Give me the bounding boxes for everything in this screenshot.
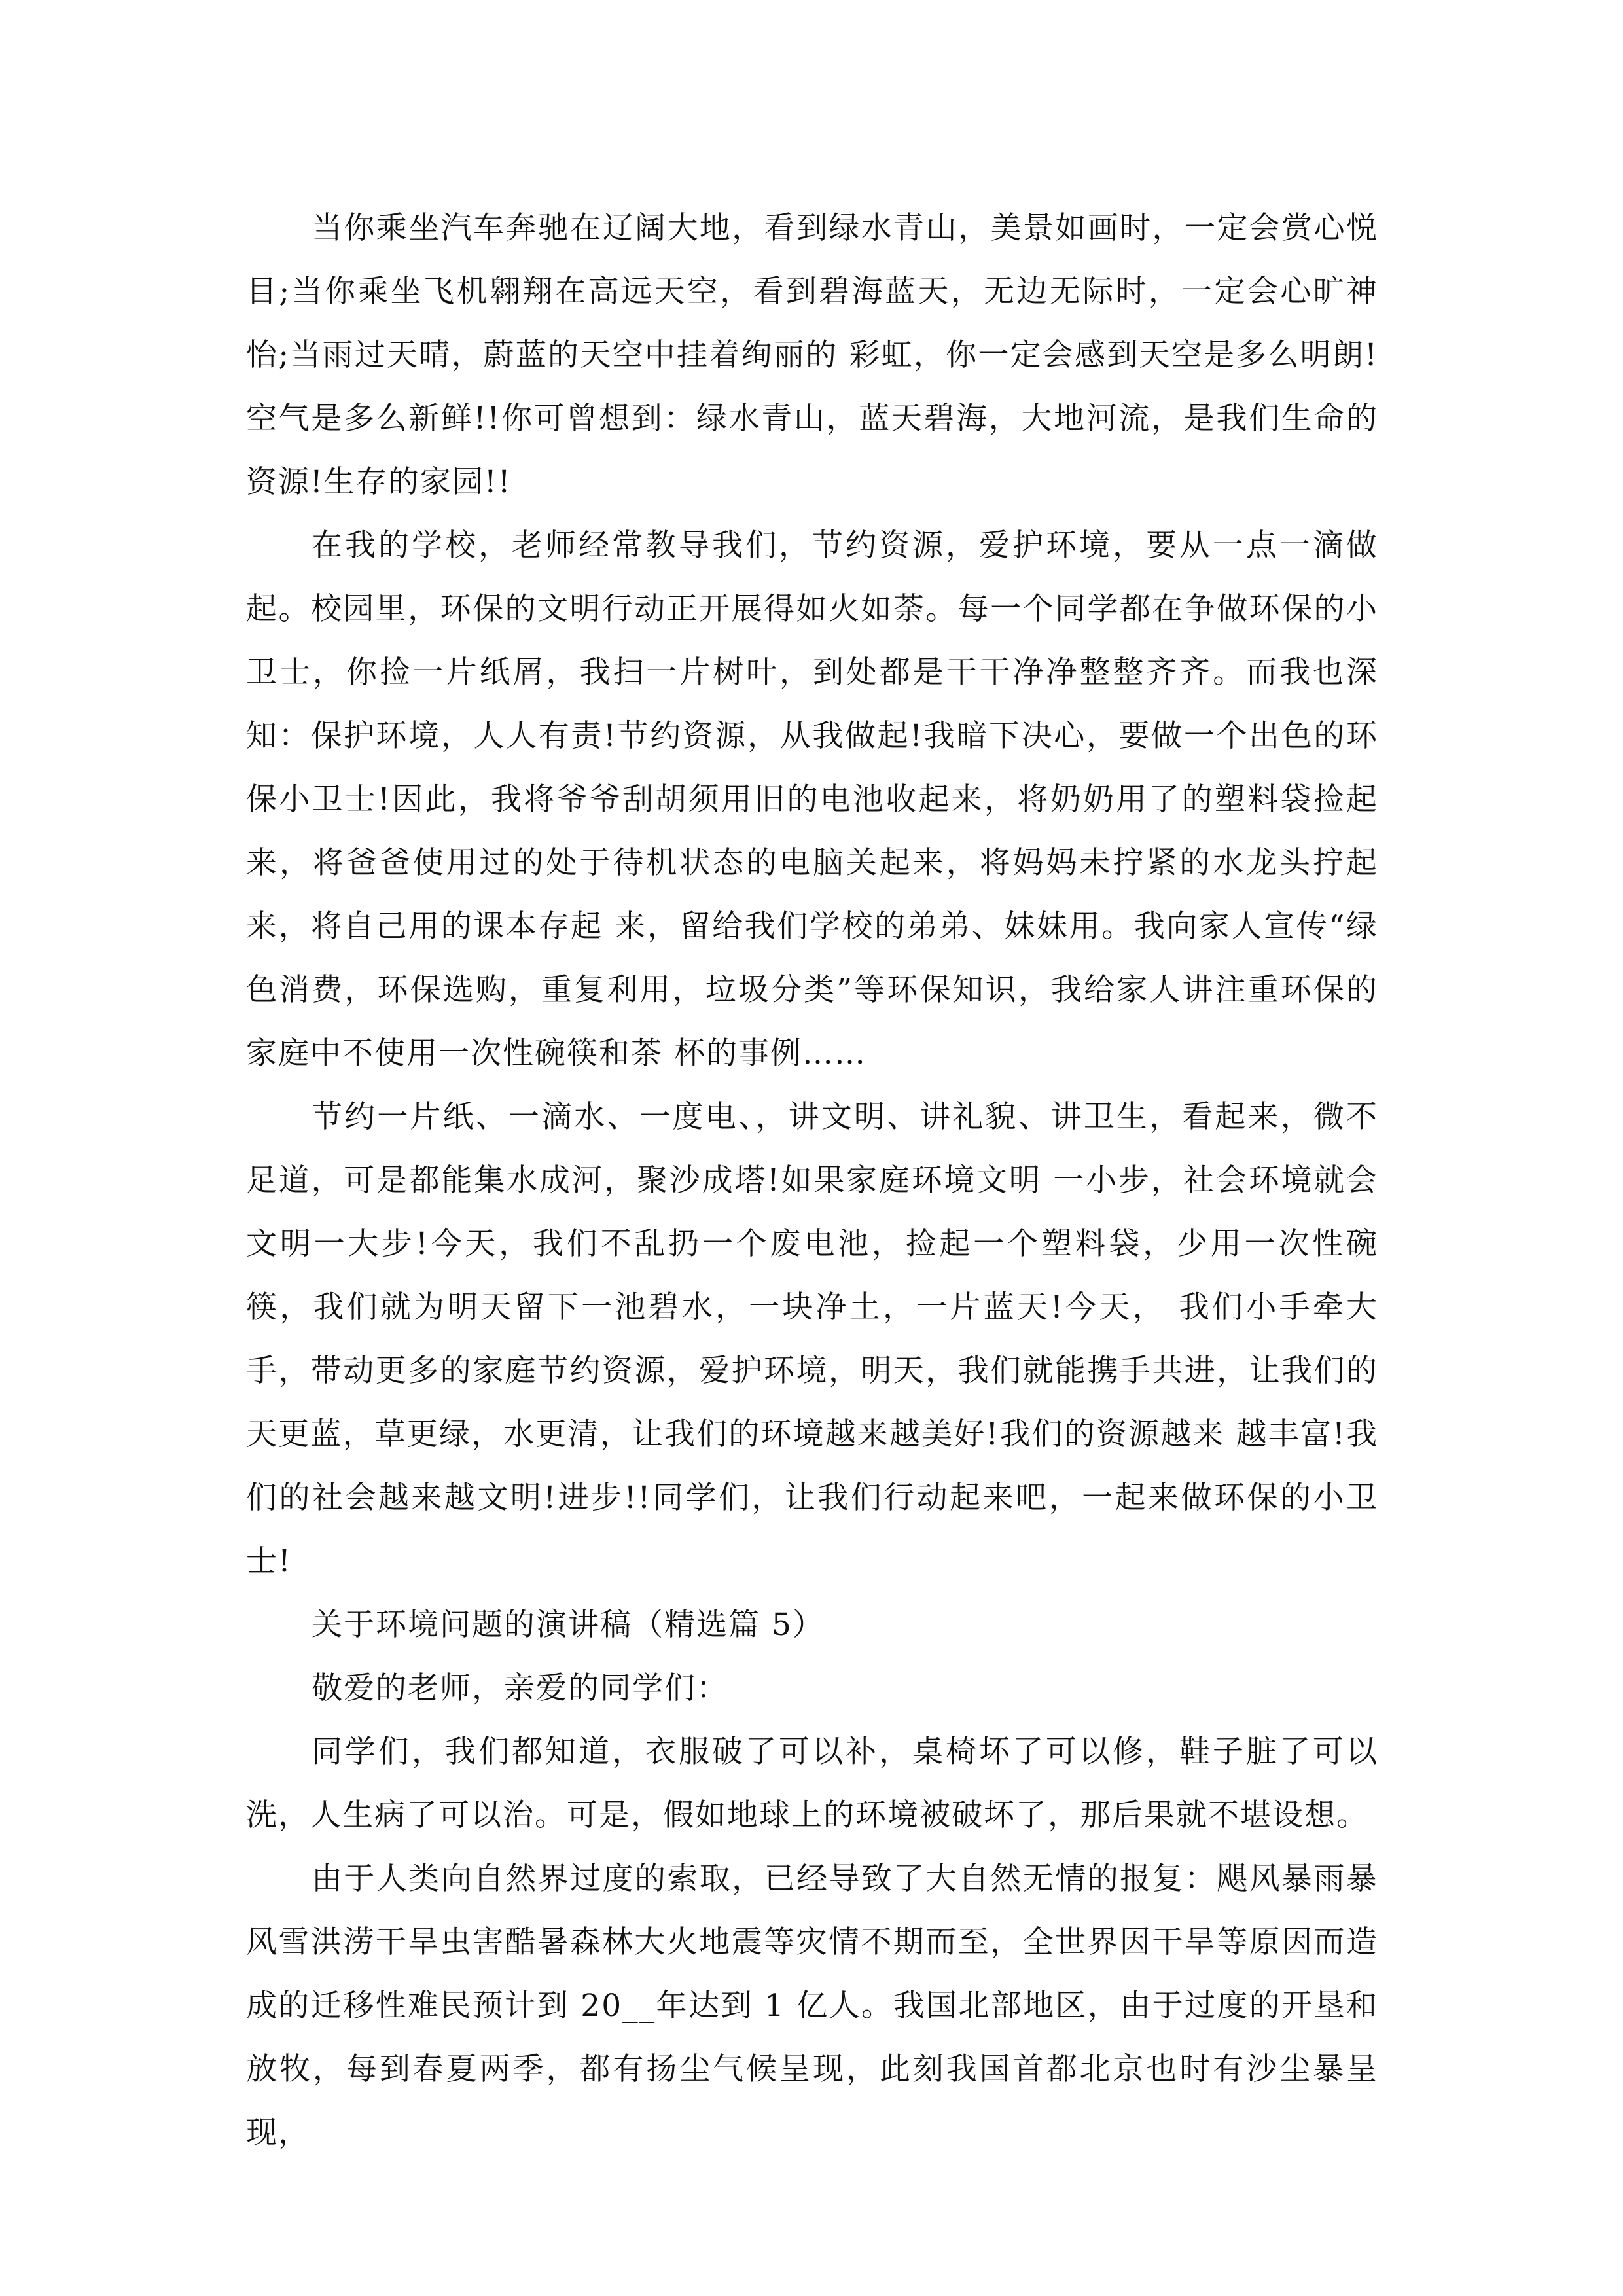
salutation: 敬爱的老师，亲爱的同学们： [312, 1670, 728, 1706]
paragraph-environment-intro: 当你乘坐汽车奔驰在辽阔大地，看到绿水青山，美景如画时，一定会赏心悦目;当你乘坐飞机翱翔在高远天空，看到碧海蓝天，无边无际时，一定会心旷神怡;当雨过天晴，蔚蓝的天空中挂着绚丽的 彩虹，你一定会感到天空是多么明朗!空气是多么新鲜!!你可曾想到：绿水青山，蓝天碧海，大地河流，是我们生命的资源!生存的家园!! [246, 210, 1378, 500]
section-heading: 关于环境问题的演讲稿（精选篇 5） [312, 1607, 825, 1643]
paragraph-nature-revenge: 由于人类向自然界过度的索取，已经导致了大自然无情的报复：飓风暴雨暴风雪洪涝干旱虫害酷暑森林大火地震等灾情不期而至，全世界因干旱等原因而造成的迁移性难民预计到 20__年达到 1 亿人。我国北部地区，由于过度的开垦和放牧，每到春夏两季，都有扬尘气候呈现，此刻我国首都北京也时有沙尘暴呈现， [246, 1861, 1378, 2151]
paragraph-small-steps: 节约一片纸、一滴水、一度电、，讲文明、讲礼貌、讲卫生，看起来，微不足道，可是都能集水成河，聚沙成塔!如果家庭环境文明 一小步，社会环境就会文明一大步!今天，我们不乱扔一个废电池，捡起一个塑料袋，少用一次性碗筷，我们就为明天留下一池碧水，一块净土，一片蓝天!今天， 我们小手牵大手，带动更多的家庭节约资源，爱护环境，明天，我们就能携手共进，让我们的天更蓝，草更绿，水更清，让我们的环境越来越美好!我们的资源越来 越丰富!我们的社会越来越文明!进步!!同学们，让我们行动起来吧，一起来做环保的小卫士! [246, 1099, 1378, 1579]
document-body [246, 196, 1378, 2164]
paragraph-earth-repair: 同学们，我们都知道，衣服破了可以补，桌椅坏了可以修，鞋子脏了可以洗，人生病了可以治。可是，假如地球上的环境被破坏了，那后果就不堪设想。 [246, 1734, 1378, 1833]
paragraph-school-actions: 在我的学校，老师经常教导我们，节约资源，爱护环境，要从一点一滴做起。校园里，环保的文明行动正开展得如火如荼。每一个同学都在争做环保的小卫士，你捡一片纸屑，我扫一片树叶，到处都是干干净净整整齐齐。而我也深知：保护环境，人人有责!节约资源，从我做起!我暗下决心，要做一个出色的环保小卫士!因此，我将爷爷刮胡须用旧的电池收起来，将奶奶用了的塑料袋捡起来，将爸爸使用过的处于待机状态的电脑关起来，将妈妈未拧紧的水龙头拧起来，将自己用的课本存起 来，留给我们学校的弟弟、妹妹用。我向家人宣传“绿色消费，环保选购，重复利用，垃圾分类”等环保知识，我给家人讲注重环保的家庭中不使用一次性碗筷和茶 杯的事例…… [246, 528, 1378, 1071]
